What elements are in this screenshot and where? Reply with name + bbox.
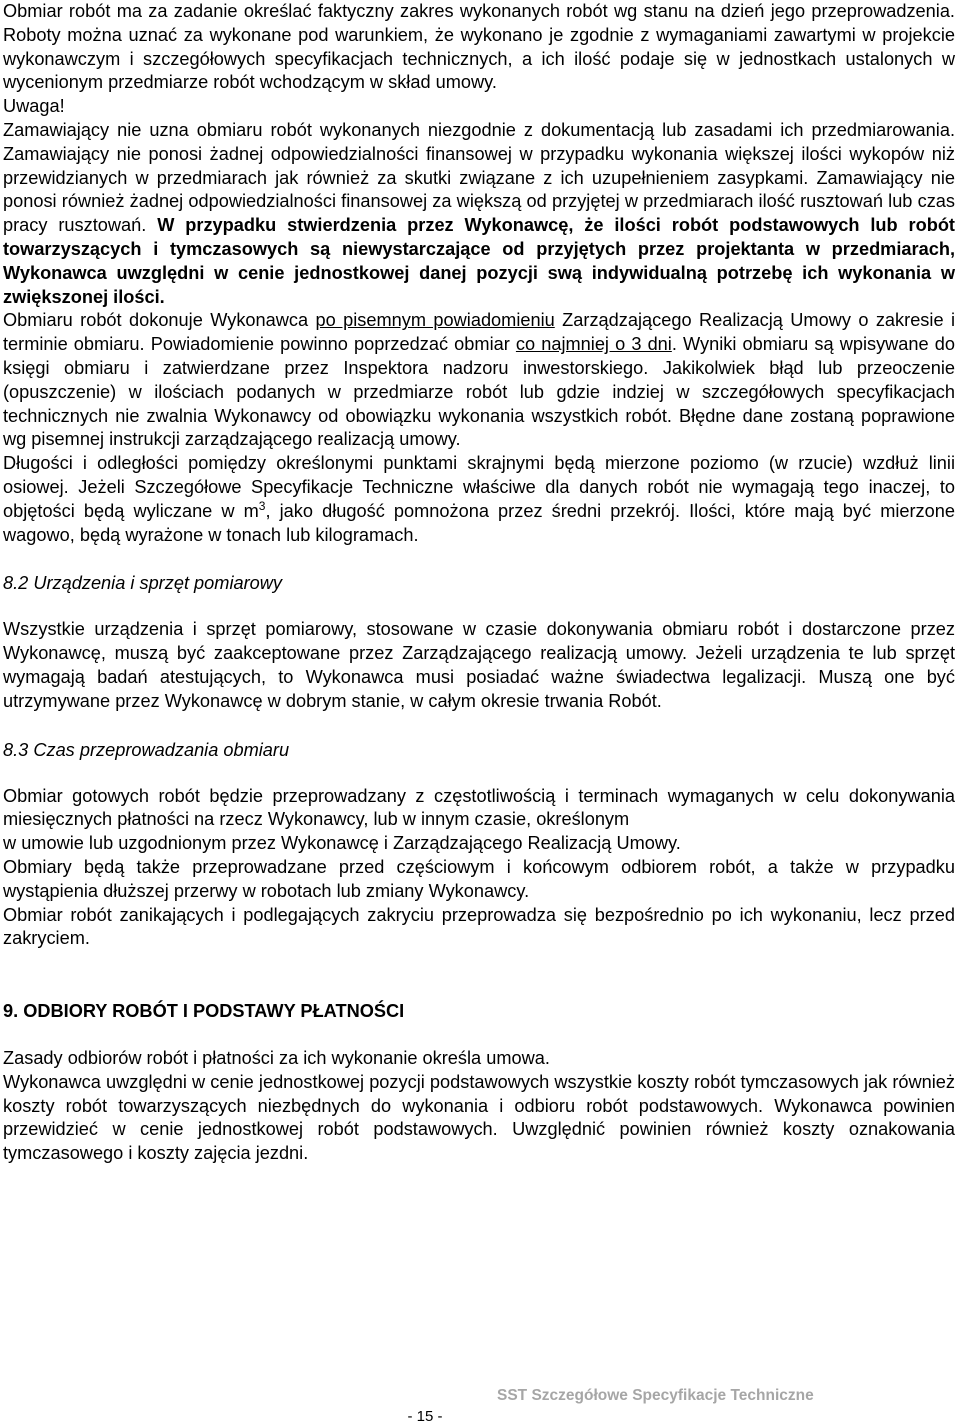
paragraph-obmiaru-dokonuje [3, 309, 955, 452]
paragraph-urzadzenia: Wszystkie urządzenia i sprzęt pomiarowy, stosowane w czasie dokonywania obmiaru robót i dostarczone przez Wykonawcę, muszą być zaakceptowane przez Zarządzającego realizacją umowy. Jeżeli urządzenia te lub sprzęt wymagają badań atestujących, to Wykonawca musi posiadać ważne świadectwa legalizacji. Muszą one być utrzymywane przez Wykonawcę w dobrym stanie, w całym okresie trwania Robót. [3, 619, 955, 711]
page-number: - 15 - [407, 1408, 443, 1425]
paragraph-obmiar-gotowych: Obmiar gotowych robót będzie przeprowadzany z częstotliwością i terminach wymaganych w celu dokonywania miesięcznych płatności na rzecz Wykonawcy, lub w innym czasie, określonym [3, 785, 955, 830]
superscript: 3 [258, 498, 266, 513]
paragraph-obmiar-intro: Obmiar robót ma za zadanie określać faktyczny zakres wykonanych robót wg stanu na dzień jego przeprowadzenia. Roboty można uznać za wykonane pod warunkiem, że wykonano je zgodnie z wymaganiami zawartymi w projekcie wykonawczym i szczegółowych specyfikacjach technicznych, a ich ilość podaje się w jednostkach ustalonych w wycenionym przedmiarze robót wchodzącym w skład umowy. [3, 1, 955, 93]
text-run: Zamawiający nie uzna obmiaru robót wykonanych niezgodnie z dokumentacją lub zasadami ich przedmiarowania. Zamawiający nie ponosi żadnej odpowiedzialności finansowej w przypadku wykonania większej ilości wykopów niż przewidzianych w przedmiarach jak również za skutki związane z ich uzupełnieniem zasypkami. Zamawiający nie ponosi również żadnej odpowiedzialności finansowej za większą od przyjętej w przedmiarach ilość rusztowań lub czas pracy rusztowań. [3, 119, 955, 236]
paragraph-koszty: Wykonawca uwzględni w cenie jednostkowej pozycji podstawowych wszystkie koszty robót tymczasowych jak również koszty robót towarzyszących niezbędnych do wykonania i odbioru robót podstawowych. Wykonawca powinien przewidzieć w cenie jednostkowej robót podstawowych. Uwzględnić powinien również koszty oznakowania tymczasowego i koszty zajęcia jezdni. [3, 1071, 955, 1164]
text-run: . Wyniki obmiaru są wpisywane do księgi obmiaru i zatwierdzane przez Inspektora nadzoru inwestorskiego. Jakikolwiek błąd lub przeoczenie (opuszczenie) w ilościach podanych w przedmiarze robót lub gdzie indziej w szczegółowych specyfikacjach technicznych nie zwalnia Wykonawcy od obowiązku wykonania wszystkich robót. Błędne dane zostaną poprawione wg pisemnej instrukcji zarządzającego realizacją umowy. [3, 334, 956, 450]
underlined-text-run: po pisemnym powiadomieniu [315, 310, 555, 331]
text-run: Długości i odległości pomiędzy określonymi punktami skrajnymi będą mierzone poziomo (w rzucie) wzdłuż linii osiowej. Jeżeli Szczegółowe Specyfikacje Techniczne właściwe dla danych robót nie wymagają tego inaczej, to objętości będą wyliczane w m [3, 453, 955, 521]
paragraph-obmiary-odbior: Obmiary będą także przeprowadzane przed częściowym i końcowym odbiorem robót, a także w przypadku wystąpienia dłuższej przerwy w robotach lub zmiany Wykonawcy. [3, 856, 955, 901]
bold-text-run: W przypadku stwierdzenia przez Wykonawcę, że ilości robót podstawowych lub robót towarzyszących i tymczasowych są niewystarczające od przyjętych przez projektanta w przedmiarach, Wykonawca uwzględni w cenie jednostkowej danej pozycji swą indywidualną potrzebę ich wykonania w zwiększonej ilości. [3, 215, 955, 307]
document-page [3, 0, 955, 1166]
section-heading-9: 9. ODBIORY ROBÓT I PODSTAWY PŁATNOŚCI [3, 1001, 405, 1022]
paragraph-dlugosci [3, 452, 955, 547]
underlined-text-run: co najmniej o 3 dni [515, 334, 672, 355]
note-label-uwaga: Uwaga! [3, 96, 65, 117]
text-run: , jako długość pomnożona przez średni przekrój. Ilości, które mają być mierzone wagowo, będą wyrażone w tonach lub kilogramach. [3, 500, 955, 545]
text-run: Zarządzającego Realizacją Umowy o zakresie i terminie obmiaru. Powiadomienie powinno poprzedzać obmiar [3, 310, 955, 355]
paragraph-roboty-zanikajace: Obmiar robót zanikających i podlegających zakryciu przeprowadza się bezpośrednio po ich wykonaniu, lecz przed zakryciem. [3, 904, 955, 949]
section-8-2 [3, 571, 955, 713]
section-9 [3, 999, 955, 1166]
paragraph-zasady-odbiorow: Zasady odbiorów robót i płatności za ich wykonanie określa umowa. [3, 1048, 550, 1069]
text-run: Obmiaru robót dokonuje Wykonawca [3, 310, 316, 331]
paragraph-zamawiajacy [3, 119, 955, 309]
section-heading-8-3: 8.3 Czas przeprowadzania obmiaru [3, 739, 290, 760]
footer-document-title: SST Szczegółowe Specyfikacje Techniczne [497, 1387, 814, 1404]
section-8-1 [3, 0, 955, 547]
paragraph-obmiar-gotowych-cont: w umowie lub uzgodnionym przez Wykonawcę i Zarządzającego Realizacją Umowy. [3, 833, 681, 854]
section-heading-8-2: 8.2 Urządzenia i sprzęt pomiarowy [3, 573, 282, 594]
section-8-3 [3, 738, 955, 952]
